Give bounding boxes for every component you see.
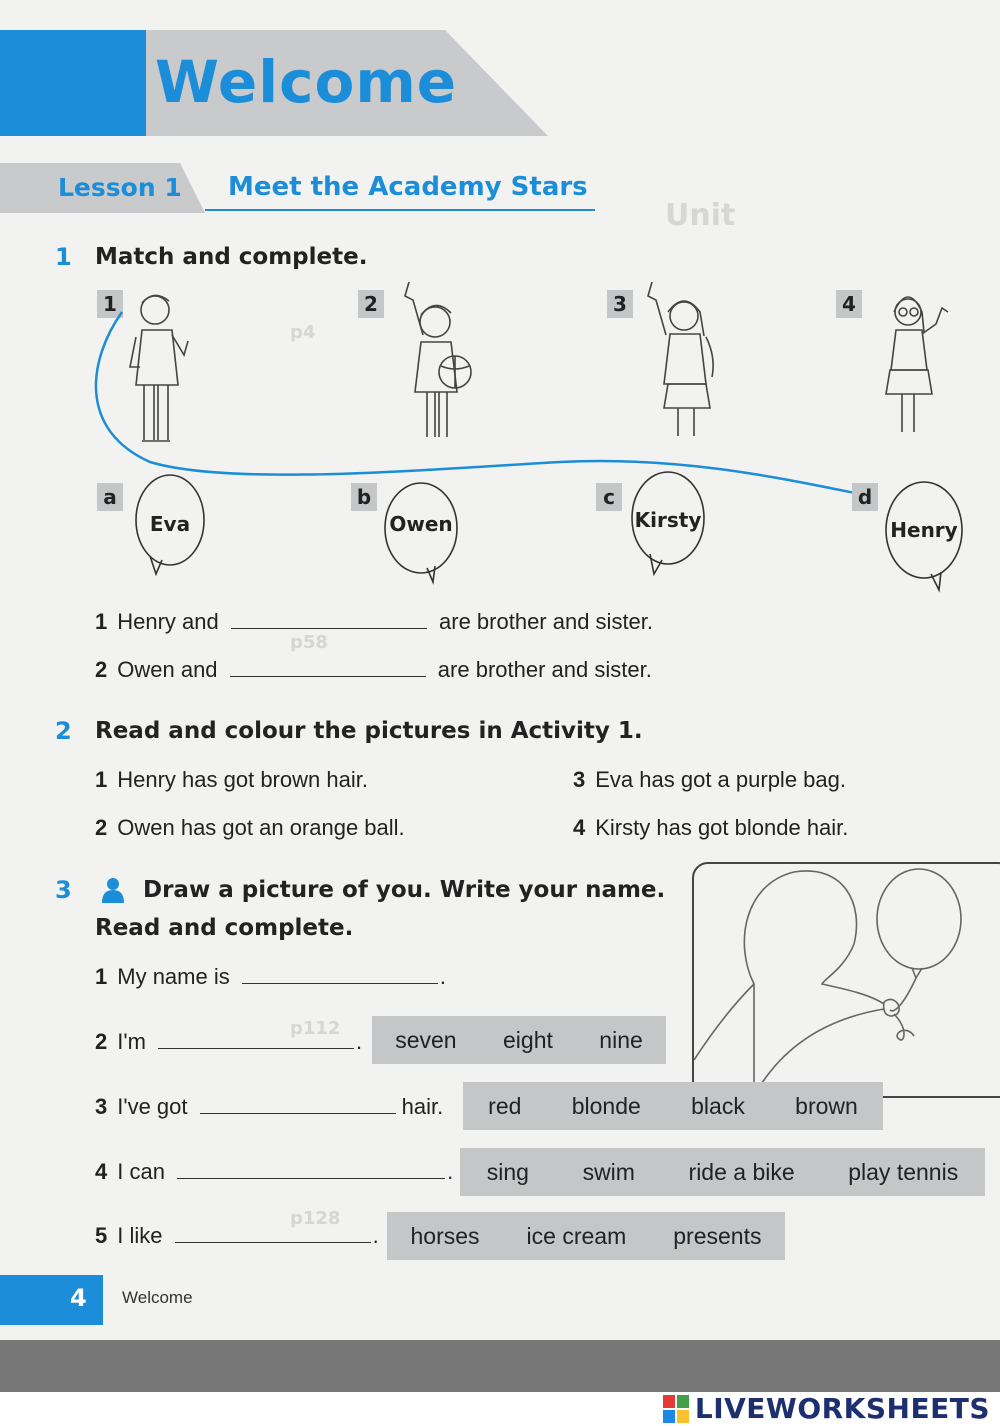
- like-options: [387, 1212, 785, 1260]
- sentence-2-end: are brother and sister.: [437, 657, 652, 682]
- name-blank[interactable]: [242, 963, 438, 984]
- activity-1-title: Match and complete.: [95, 244, 368, 270]
- hair-option-blonde[interactable]: blonde: [571, 1092, 641, 1119]
- hair-blank[interactable]: [200, 1093, 396, 1114]
- match-line[interactable]: [0, 0, 1000, 520]
- activity-3-title-line-1: Draw a picture of you. Write your name.: [143, 877, 666, 903]
- picture-tag-1: 1: [97, 290, 123, 318]
- activity-1-number: 1: [55, 243, 72, 271]
- drawing-box[interactable]: [692, 862, 1000, 1098]
- sentence-1-end: are brother and sister.: [439, 609, 654, 634]
- colour-item-2-number: 2: [95, 815, 108, 840]
- complete-item-2-end: .: [356, 1029, 363, 1054]
- age-options: [372, 1016, 666, 1064]
- balloon-tag-c: c: [596, 483, 622, 511]
- complete-item-4-start: I can: [117, 1159, 165, 1184]
- bleed-through-text: p58: [290, 632, 328, 653]
- colour-item-2-text: Owen has got an orange ball.: [117, 815, 405, 840]
- hair-option-black[interactable]: black: [691, 1092, 745, 1119]
- colour-item-1-text: Henry has got brown hair.: [117, 767, 368, 792]
- activity-3-number: 3: [55, 876, 72, 904]
- activity-3-title-line-2: Read and complete.: [95, 915, 354, 941]
- like-option-presents[interactable]: presents: [673, 1222, 762, 1249]
- ability-option-play-tennis[interactable]: play tennis: [848, 1158, 959, 1185]
- sentence-2-start: Owen and: [117, 657, 218, 682]
- balloon-name-eva: Eva: [149, 512, 191, 536]
- complete-item-5-start: I like: [117, 1223, 163, 1248]
- bleed-through-text: p128: [290, 1208, 341, 1229]
- footer-label: Welcome: [122, 1288, 193, 1307]
- complete-item-2-number: 2: [95, 1029, 108, 1054]
- complete-item-3-start: I've got: [117, 1094, 188, 1119]
- colour-item-2: [95, 815, 405, 841]
- complete-item-5: [95, 1222, 379, 1249]
- person-icon: [100, 876, 126, 904]
- ability-option-sing[interactable]: sing: [486, 1158, 529, 1185]
- hair-options: [463, 1082, 883, 1130]
- complete-item-3: [95, 1093, 443, 1120]
- like-blank[interactable]: [175, 1222, 371, 1243]
- bleed-through-text: p4: [290, 322, 316, 343]
- lesson-title: Meet the Academy Stars: [228, 172, 588, 202]
- colour-item-1: [95, 767, 368, 793]
- sentence-1-blank[interactable]: [231, 608, 427, 629]
- balloon-tag-d: d: [852, 483, 878, 511]
- like-option-ice-cream[interactable]: ice cream: [526, 1222, 627, 1249]
- complete-item-1: [95, 963, 446, 990]
- page-number-tab: [0, 1275, 103, 1325]
- age-blank[interactable]: [158, 1028, 354, 1049]
- activity-2-title: Read and colour the pictures in Activity 1.: [95, 718, 643, 744]
- like-option-horses[interactable]: horses: [410, 1222, 480, 1249]
- complete-item-3-end: hair.: [401, 1094, 444, 1119]
- bleed-through-unit: Unit: [665, 198, 736, 233]
- sentence-1: [95, 608, 653, 635]
- picture-tag-3: 3: [607, 290, 633, 318]
- balloon-name-kirsty: Kirsty: [634, 508, 702, 532]
- lesson-label: Lesson 1: [58, 173, 182, 202]
- complete-item-4-number: 4: [95, 1159, 108, 1184]
- complete-item-2: [95, 1028, 362, 1055]
- page-number: 4: [70, 1284, 87, 1312]
- complete-item-5-end: .: [372, 1223, 379, 1248]
- liveworksheets-logo[interactable]: [663, 1392, 990, 1425]
- complete-item-5-number: 5: [95, 1223, 108, 1248]
- complete-item-4: [95, 1158, 453, 1185]
- complete-item-2-start: I'm: [117, 1029, 146, 1054]
- balloon-name-henry: Henry: [890, 518, 958, 542]
- hair-option-brown[interactable]: brown: [795, 1092, 858, 1119]
- complete-item-4-end: .: [447, 1159, 454, 1184]
- balloon-tag-b: b: [351, 483, 377, 511]
- hair-option-red[interactable]: red: [488, 1092, 522, 1119]
- colour-item-4-number: 4: [573, 815, 586, 840]
- balloon-name-owen: Owen: [389, 512, 453, 536]
- sentence-2-number: 2: [95, 657, 108, 682]
- age-option-seven[interactable]: seven: [395, 1026, 457, 1053]
- age-option-eight[interactable]: eight: [503, 1026, 553, 1053]
- age-option-nine[interactable]: nine: [599, 1026, 643, 1053]
- complete-item-1-end: .: [439, 964, 446, 989]
- drawing-outline-image: [694, 864, 1000, 1096]
- colour-item-1-number: 1: [95, 767, 108, 792]
- ability-blank[interactable]: [177, 1158, 445, 1179]
- bleed-through-text: p112: [290, 1018, 341, 1039]
- liveworksheets-mark-icon: [663, 1395, 689, 1423]
- sentence-1-start: Henry and: [117, 609, 219, 634]
- ability-option-swim[interactable]: swim: [582, 1158, 635, 1185]
- sentence-1-number: 1: [95, 609, 108, 634]
- balloon-tag-a: a: [97, 483, 123, 511]
- colour-item-3-text: Eva has got a purple bag.: [595, 767, 846, 792]
- picture-tag-2: 2: [358, 290, 384, 318]
- ability-options: [460, 1148, 985, 1196]
- complete-item-1-start: My name is: [117, 964, 230, 989]
- ability-option-ride-a-bike[interactable]: ride a bike: [688, 1158, 795, 1185]
- sentence-2: [95, 656, 652, 683]
- colour-item-3-number: 3: [573, 767, 586, 792]
- activity-2-number: 2: [55, 717, 72, 745]
- complete-item-1-number: 1: [95, 964, 108, 989]
- page-title: Welcome: [155, 48, 458, 116]
- picture-tag-4: 4: [836, 290, 862, 318]
- colour-item-3: [573, 767, 846, 793]
- colour-item-4: [573, 815, 848, 841]
- colour-item-4-text: Kirsty has got blonde hair.: [595, 815, 849, 840]
- complete-item-3-number: 3: [95, 1094, 108, 1119]
- liveworksheets-brand: LIVEWORKSHEETS: [694, 1392, 990, 1425]
- sentence-2-blank[interactable]: [230, 656, 426, 677]
- scan-border: [0, 1340, 1000, 1392]
